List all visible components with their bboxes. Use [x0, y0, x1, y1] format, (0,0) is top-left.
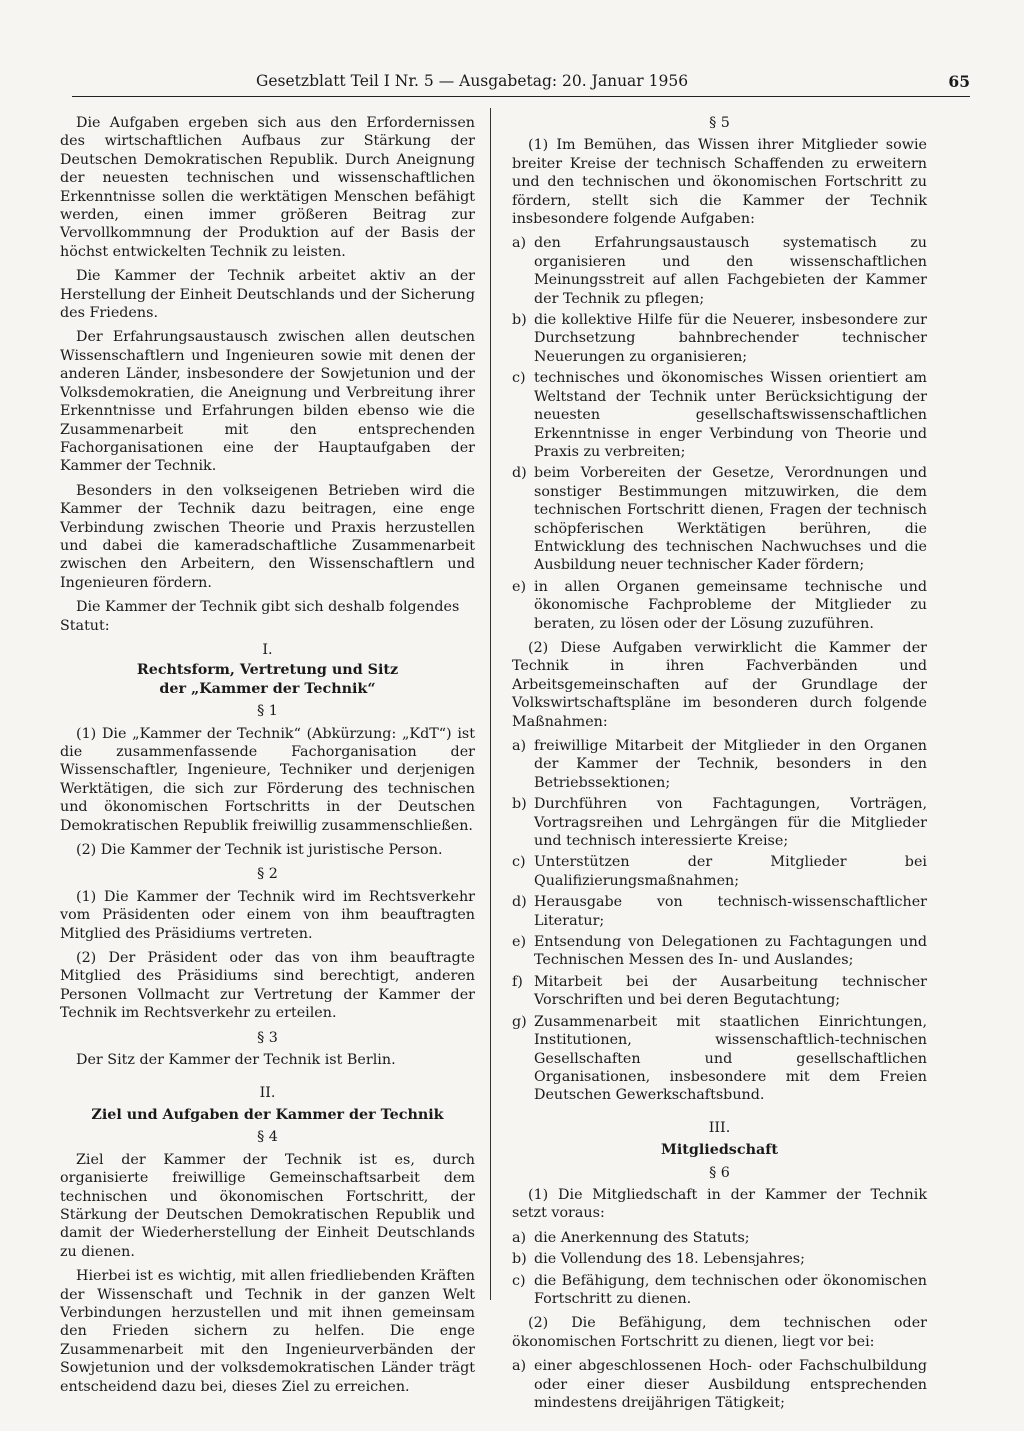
list-item: a) freiwillige Mitarbeit der Mitglieder in den Organen der Kammer der Technik, besonders in den Betriebssektionen;	[512, 738, 927, 791]
paragraph-4-sign: § 4	[257, 1129, 278, 1146]
header-rule	[72, 96, 970, 97]
intro-paragraph: Die Kammer der Technik gibt sich deshalb folgendes	[76, 599, 460, 616]
section-1-number: I.	[262, 641, 273, 658]
list-item: b) Durchführen von Fachtagungen, Vorträgen, Vortragsreihen und Lehrgängen für die Mitglieder und technisch interessierte Kreise;	[512, 796, 927, 850]
paragraph-5-clause-1: (1) Im Bemühen, das Wissen ihrer Mitglieder sowie breiter Kreise der technisch Schaffenden zu erweitern und den technischen und ökonomischen Fortschritt zu fördern, stellt sich die Kammer der Technik insbesondere folgende Aufgaben:	[512, 137, 927, 228]
section-1-title: Rechtsform, Vertretung und Sitz	[136, 662, 399, 679]
paragraph-1-clause: (1) Die „Kammer der Technik“ (Abkürzung: „KdT“) ist die zusammenfassende Fachorganisation der Wissenschaftler, Ingenieure, Techniker und derjenigen Werktätigen, die sich zur Förderung des technischen und ökonomischen Fortschritts in der Deutschen Demokratischen Republik freiwillig zusammenschließen.	[60, 725, 475, 834]
intro-paragraph: Die Aufgaben ergeben sich aus den Erfordernissen des wirtschaftlichen Aufbaus zur Stärkung der Deutschen Demokratischen Republik. Durch Aneignung der neuesten technischen und wissenschaftlichen Erkenntnisse sollen die werktätigen Menschen befähigt werden, einen immer größeren Beitrag zur Vervollkommnung der Produktion auf der Basis der höchst entwickelten Technik zu leisten.	[60, 115, 475, 260]
paragraph-6-qualification-list	[512, 1357, 927, 1412]
list-item: g) Zusammenarbeit mit staatlichen Einrichtungen, Institutionen, wissenschaftlich-technischen Gesellschaften und gesellschaftlichen Organisationen, insbesondere mit dem Freien Deutschen Gewerkschaftsbund.	[512, 1013, 927, 1104]
paragraph-5-clause-2: (2) Diese Aufgaben verwirklicht die Kammer der Technik in ihren Fachverbänden und Arbeitsgemeinschaften auf der Grundlage der Volkswirtschaftspläne im besonderen durch folgende Maßnahmen:	[512, 639, 927, 730]
paragraph-3-sign: § 3	[257, 1029, 278, 1046]
list-item: c) Unterstützen der Mitglieder bei Qualifizierungsmaßnahmen;	[512, 854, 927, 889]
paragraph-6-clause-1: (1) Die Mitgliedschaft in der Kammer der Technik setzt voraus:	[512, 1186, 927, 1222]
column-divider	[490, 108, 491, 1300]
list-item: e) in allen Organen gemeinsame technische und ökonomische Fachprobleme der Mitglieder zu beraten, zu lösen oder der Lösung zuzuführen.	[512, 578, 927, 632]
paragraph-2-clause: (1) Die Kammer der Technik wird im Rechtsverkehr vom Präsidenten oder einem von ihm beauftragten Mitglied des Präsidiums vertreten.	[60, 888, 475, 942]
list-item: a) einer abgeschlossenen Hoch- oder Fachschulbildung oder einer dieser Ausbildung entsprechenden mindestens dreijährigen Tätigkeit;	[512, 1358, 927, 1411]
paragraph-2-sign: § 2	[257, 866, 278, 883]
paragraph-2-clause: (2) Der Präsident oder das von ihm beauftragte Mitglied des Präsidiums sind berechtigt, anderen Personen Vollmacht zur Vertretung der Kammer der Technik im Rechtsverkehr zu erteilen.	[60, 950, 475, 1022]
list-item: e) Entsendung von Delegationen zu Fachtagungen und Technischen Messen des In- und Auslandes;	[512, 934, 927, 969]
list-item: f) Mitarbeit bei der Ausarbeitung technischer Vorschriften und bei deren Begutachtung;	[512, 973, 927, 1009]
paragraph-1-sign: § 1	[257, 703, 278, 720]
section-1-title-line2: der „Kammer der Technik“	[159, 680, 376, 697]
section-2-title: Ziel und Aufgaben der Kammer der Technik	[91, 1106, 444, 1123]
list-item: d) beim Vorbereiten der Gesetze, Verordnungen und sonstiger Bestimmungen mitzuwirken, die dem technischen Fortschritt dienen, Fragen der technisch schöpferischen Werktätigen berühren, die Entwicklung des technischen Nachwuchses und die Ausbildung neuer technischer Kader fördern;	[512, 465, 927, 574]
paragraph-6-clause-2: (2) Die Befähigung, dem technischen oder ökonomischen Fortschritt zu dienen, liegt vor bei:	[512, 1315, 927, 1350]
paragraph-4-clause: Hierbei ist es wichtig, mit allen friedliebenden Kräften der Wissenschaft und Technik in der ganzen Welt Verbindungen herzustellen und mit ihnen gemeinsam den Frieden sichern zu helfen. Die enge Zusammenarbeit mit den Ingenieurverbänden der Sowjetunion und der volksdemokratischen Länder trägt entscheidend dazu bei, dieses Ziel zu erreichen.	[60, 1268, 475, 1395]
intro-paragraph: Besonders in den volkseigenen Betrieben wird die Kammer der Technik dazu beitragen, eine enge Verbindung zwischen Theorie und Praxis herzustellen und dabei die kameradschaftliche Zusammenarbeit zwischen den Arbeitern, den Wissenschaftlern und Ingenieuren fördern.	[60, 482, 475, 591]
paragraph-5-sign: § 5	[709, 115, 730, 131]
paragraph-1-clause: (2) Die Kammer der Technik ist juristische Person.	[76, 842, 443, 859]
running-title: Gesetzblatt Teil I Nr. 5 — Ausgabetag: 20. Januar 1956	[256, 72, 689, 90]
list-item: b) die kollektive Hilfe für die Neuerer, insbesondere zur Durchsetzung bahnbrechender technischer Neuerungen zu organisieren;	[512, 312, 927, 365]
paragraph-5-measures-list	[512, 737, 927, 1105]
list-item: d) Herausgabe von technisch-wissenschaftlicher Literatur;	[512, 894, 927, 929]
section-2-number: II.	[259, 1084, 276, 1101]
list-item: c) technisches und ökonomisches Wissen orientiert am Weltstand der Technik unter Berücksichtigung der neuesten gesellschaftswissenschaftlichen Erkenntnisse in enger Verbindung von Theorie und Praxis zu verbreiten;	[512, 370, 927, 460]
list-item: b) die Vollendung des 18. Lebensjahres;	[512, 1251, 805, 1268]
paragraph-3-text: Der Sitz der Kammer der Technik ist Berlin.	[76, 1052, 396, 1069]
list-item: a) die Anerkennung des Statuts;	[512, 1229, 750, 1246]
page-number: 65	[948, 72, 970, 91]
paragraph-5-tasks-list	[512, 234, 927, 633]
statut-label: Statut:	[60, 617, 110, 634]
paragraph-6-requirements-list	[512, 1229, 927, 1309]
section-3-title: Mitgliedschaft	[661, 1142, 778, 1159]
intro-paragraph: Die Kammer der Technik arbeitet aktiv an der Herstellung der Einheit Deutschlands und der Sicherung des Friedens.	[60, 268, 475, 322]
left-column	[60, 114, 475, 1402]
list-item: c) die Befähigung, dem technischen oder ökonomischen Fortschritt zu dienen.	[512, 1272, 927, 1307]
paragraph-6-sign: § 6	[709, 1164, 730, 1181]
section-3-number: III.	[708, 1119, 731, 1136]
list-item: a) den Erfahrungsaustausch systematisch zu organisieren und den wissenschaftlichen Meinungsstreit auf allen Fachgebieten der Kammer der Technik zu pflegen;	[512, 235, 927, 307]
right-column	[512, 114, 927, 1418]
paragraph-4-clause: Ziel der Kammer der Technik ist es, durch organisierte freiwillige Gemeinschaftsarbeit dem technischen und ökonomischen Fortschritt, der Stärkung der Deutschen Demokratischen Republik und damit der Wiederherstellung der Einheit Deutschlands zu dienen.	[60, 1151, 475, 1260]
intro-paragraph: Der Erfahrungsaustausch zwischen allen deutschen Wissenschaftlern und Ingenieuren sowie mit denen der anderen Länder, insbesondere der Sowjetunion und der Volksdemokratien, die Aneignung und Verbreitung ihrer Erkenntnisse und Erfahrungen bilden ebenso wie die Zusammenarbeit mit den entsprechenden Fachorganisationen eine der Hauptaufgaben der Kammer der Technik.	[60, 329, 475, 475]
page-header	[60, 72, 970, 98]
